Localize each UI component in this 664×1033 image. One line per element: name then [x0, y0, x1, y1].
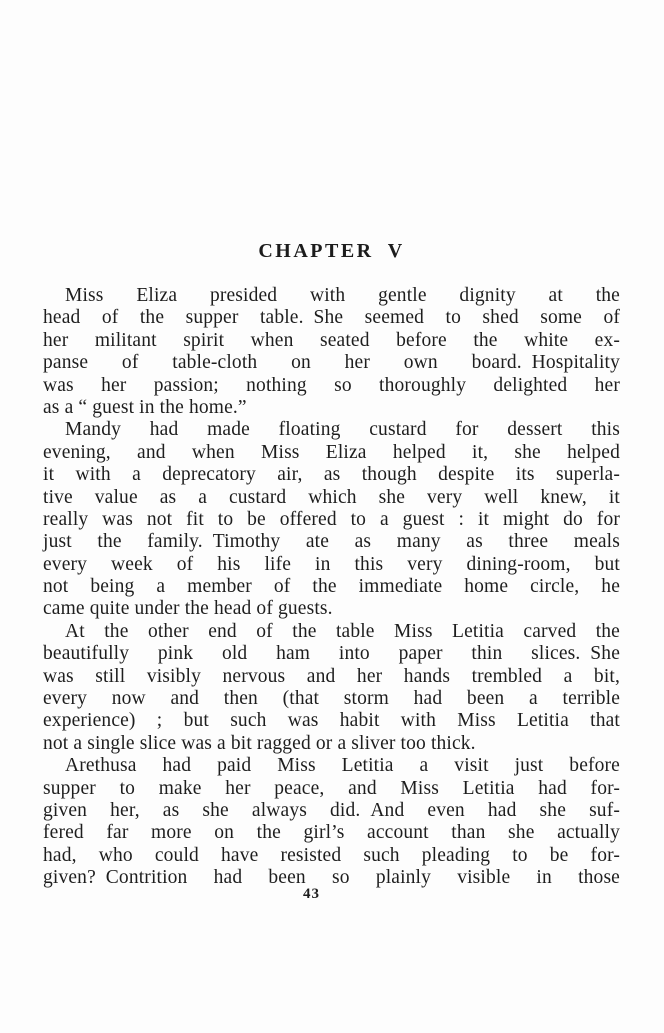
- paragraph: [43, 285, 620, 419]
- text-line: as a “ guest in the home.”: [43, 396, 247, 418]
- text-line: not being a member of the immediate home circle, he: [43, 576, 620, 598]
- text-line: came quite under the head of guests.: [43, 598, 333, 620]
- text-line: just the family. Timothy ate as many as three meals: [43, 531, 620, 553]
- page-text: [43, 285, 620, 890]
- text-line: head of the supper table. She seemed to shed some of: [43, 307, 620, 329]
- text-line: it with a deprecatory air, as though despite its superla-: [43, 464, 620, 486]
- text-line: panse of table-cloth on her own board. Hospitality: [43, 352, 620, 374]
- text-line: every now and then (that storm had been a terrible: [43, 688, 620, 710]
- text-line: fered far more on the girl’s account than she actually: [43, 822, 620, 844]
- page-number: 43: [303, 886, 320, 902]
- text-line: beautifully pink old ham into paper thin slices. She: [43, 643, 620, 665]
- text-line: supper to make her peace, and Miss Letitia had for-: [43, 777, 620, 799]
- paragraph: [43, 755, 620, 889]
- text-line: her militant spirit when seated before the white ex-: [43, 329, 620, 351]
- text-line: had, who could have resisted such pleading to be for-: [43, 844, 620, 866]
- text-line: Arethusa had paid Miss Letitia a visit just before: [65, 755, 620, 777]
- text-line: Miss Eliza presided with gentle dignity at the: [65, 285, 620, 306]
- text-line: given? Contrition had been so plainly visible in those: [43, 867, 620, 889]
- text-line: every week of his life in this very dining-room, but: [43, 553, 620, 575]
- text-line: experience) ; but such was habit with Miss Letitia that: [43, 710, 620, 732]
- text-line: was her passion; nothing so thoroughly delighted her: [43, 374, 620, 396]
- chapter-heading: CHAPTER V: [258, 240, 405, 262]
- paragraph: [43, 419, 620, 621]
- text-line: really was not fit to be offered to a guest : it might do for: [43, 508, 620, 530]
- paragraph: [43, 621, 620, 755]
- text-line: Mandy had made floating custard for dessert this: [65, 419, 620, 441]
- text-line: given her, as she always did. And even had she suf-: [43, 799, 620, 821]
- text-line: evening, and when Miss Eliza helped it, she helped: [43, 441, 620, 463]
- text-line: tive value as a custard which she very well knew, it: [43, 486, 620, 508]
- text-line: not a single slice was a bit ragged or a sliver too thick.: [43, 732, 476, 754]
- text-line: was still visibly nervous and her hands trembled a bit,: [43, 665, 620, 687]
- text-line: At the other end of the table Miss Letitia carved the: [65, 620, 620, 642]
